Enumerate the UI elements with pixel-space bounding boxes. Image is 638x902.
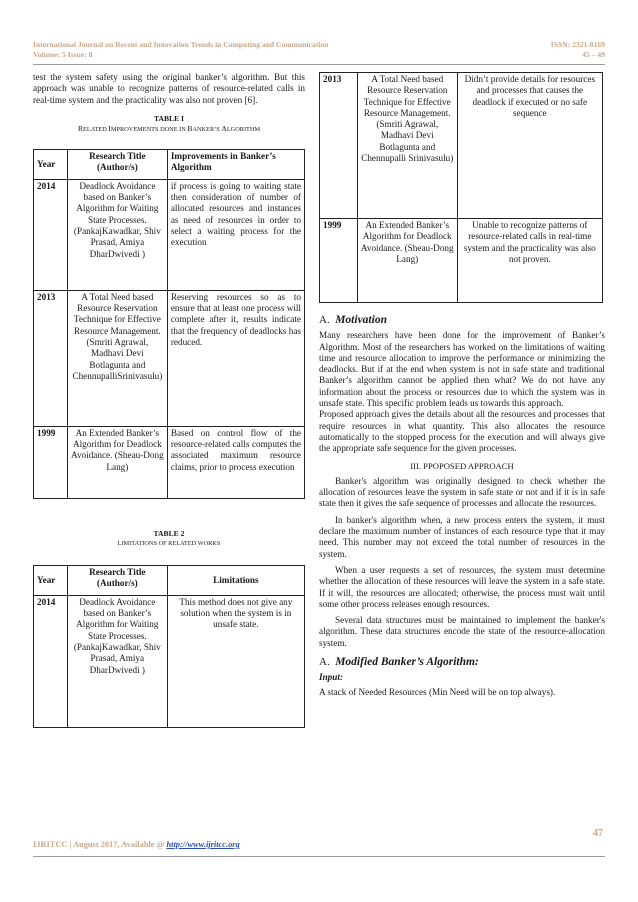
page-range: 45 – 49 bbox=[582, 50, 605, 59]
table1-caption: RELATED IMPROVEMENTS DONE IN BANKER’S ALGORITHM bbox=[77, 123, 261, 133]
table1-cell-title: Deadlock Avoidance based on Banker’s Algorithm for Waiting State Processes. (PankajKawadkar, Shiv Prasad, Amiya DharDwivedi ) bbox=[67, 179, 167, 290]
table2-header-year: Year bbox=[34, 565, 68, 595]
table-row bbox=[34, 179, 305, 290]
table-row bbox=[320, 219, 603, 303]
page-number: 47 bbox=[593, 828, 603, 839]
motivation-paragraph-1: Many researchers have been done for the improvement of Banker’s Algorithm. Most of the researchers has worked on the limitations of waiting time and resource allocation to improve the performance or minimizing the deadlocks. But if at the end when system is not in safe state and traditional Banker’s algorithm cannot be applied then what? We do not have any information about the process or resources due to which the system was in unsafe state. This specific problem leads us towards this approach. bbox=[319, 330, 605, 409]
left-column bbox=[33, 72, 305, 728]
table2-cell-year: 2013 bbox=[320, 73, 358, 219]
paragraph: Banker's algorithm was originally designed to check whether the allocation of resources leave the system in safe state or not and if it is in safe state then it gives the safe sequence of processes and allocate the resources. bbox=[319, 475, 605, 509]
footer-rule bbox=[33, 856, 605, 857]
table1-cell-title: An Extended Banker’s Algorithm for Deadlock Avoidance. (Sheau-Dong Lang) bbox=[67, 426, 167, 498]
paragraph: When a user requests a set of resources, the system must determine whether the allocation of these resources will leave the system in a safe state. If it will, the resources are allocated; otherwise, the process must wait until some other process releases enough resources. bbox=[319, 564, 605, 609]
table-row bbox=[320, 73, 603, 219]
table2-cell-limitation: Unable to recognize patterns of resource-related calls in real-time system and the practicality was also not proven. bbox=[457, 219, 602, 303]
paragraph: Several data structures must be maintained to implement the banker's algorithm. These data structures encode the state of the resource-allocation system. bbox=[319, 615, 605, 648]
motivation-paragraph-2: Proposed approach gives the details about all the resources and processes that require resources in what quantity. This also allocates the resource automatically to the stopped process for the execution and will always give the appropriate safe sequence for the given processes. bbox=[319, 409, 605, 454]
table-row bbox=[34, 595, 305, 727]
table1-header-year: Year bbox=[34, 149, 68, 179]
table2-cell-title: An Extended Banker’s Algorithm for Deadlock Avoidance. (Sheau-Dong Lang) bbox=[357, 219, 457, 303]
table2-cell-title: Deadlock Avoidance based on Banker’s Algorithm for Waiting State Processes. (PankajKawadkar, Shiv Prasad, Amiya DharDwivedi ) bbox=[67, 595, 167, 727]
table2-cell-limitation: This method does not give any solution when the system is in unsafe state. bbox=[167, 595, 304, 727]
volume-issue: Volume: 5 Issue: 8 bbox=[33, 50, 93, 59]
input-text: A stack of Needed Resources (Min Need will be on top always). bbox=[319, 686, 556, 697]
table1-cell-year: 1999 bbox=[34, 426, 68, 498]
header-rule bbox=[33, 64, 605, 65]
table2-header-title: Research Title (Author/s) bbox=[67, 565, 167, 595]
footer-text: IJRITCC | August 2017, Available @ http://www.ijritcc.org bbox=[33, 840, 240, 849]
motivation-heading: A. Motivation bbox=[319, 314, 387, 326]
table1-title: TABLE I bbox=[153, 113, 185, 123]
table2-cell-title: A Total Need based Resource Reservation Technique for Effective Resource Management. (Smriti Agrawal, Madhavi Devi Botlagunta and Chennupalli Srinivasulu) bbox=[357, 73, 457, 219]
issn: ISSN: 2321-8169 bbox=[550, 40, 605, 49]
section-heading: III. PPOPOSED APPROACH bbox=[410, 460, 514, 471]
table1-cell-title: A Total Need based Resource Reservation Technique for Effective Resource Management. (Smriti Agrawal, Madhavi Devi Botlagunta and ChennupalliSrinivasulu) bbox=[67, 290, 167, 426]
table1-cell-year: 2014 bbox=[34, 179, 68, 290]
journal-link[interactable]: http://www.ijritcc.org bbox=[166, 840, 240, 849]
table2-cell-limitation: Didn’t provide details for resources and processes that causes the deadlock if executed or no safe sequence bbox=[457, 73, 602, 219]
table2-continued bbox=[319, 72, 603, 303]
table2-cell-year: 2014 bbox=[34, 595, 68, 727]
right-column bbox=[319, 72, 605, 698]
table2-title: TABLE 2 bbox=[153, 528, 185, 538]
intro-paragraph: test the system safety using the original banker’s algorithm. But this approach was unable to recognize patterns of resource-related calls in real-time system and the practicality was also not proven [6]. bbox=[33, 72, 305, 105]
table2-cell-year: 1999 bbox=[320, 219, 358, 303]
table1-cell-improvement: Reserving resources so as to ensure that at least one process will complete after it, results indicate that the frequency of deadlocks has reduced. bbox=[167, 290, 304, 426]
table-row bbox=[34, 426, 305, 498]
table1-cell-improvement: if process is going to waiting state then consideration of number of allocated resources and instances as need of resources in order to select a waiting process for the execution bbox=[167, 179, 304, 290]
table1 bbox=[33, 149, 305, 499]
journal-title: International Journal on Recent and Innovation Trends in Computing and Communication bbox=[33, 40, 329, 49]
input-label: Input: bbox=[319, 672, 344, 683]
table1-header-improvements: Improvements in Banker’s Algorithm bbox=[167, 149, 304, 179]
paragraph: In banker's algorithm when, a new process enters the system, it must declare the maximum number of instances of each resource type that it may need. This number may not exceed the total number of resources in the system. bbox=[319, 514, 605, 559]
table1-header-title: Research Title (Author/s) bbox=[67, 149, 167, 179]
modified-banker-heading: A. Modified Banker’s Algorithm: bbox=[319, 656, 479, 669]
table1-cell-year: 2013 bbox=[34, 290, 68, 426]
table2-header-limitations: Limitations bbox=[167, 565, 304, 595]
table-row bbox=[34, 290, 305, 426]
table2 bbox=[33, 565, 305, 728]
table2-caption: LIMITATIONS OF RELATED WORKS bbox=[117, 539, 221, 547]
table1-cell-improvement: Based on control flow of the resource-related calls computes the associated maximum resource claims, prior to process execution bbox=[167, 426, 304, 498]
